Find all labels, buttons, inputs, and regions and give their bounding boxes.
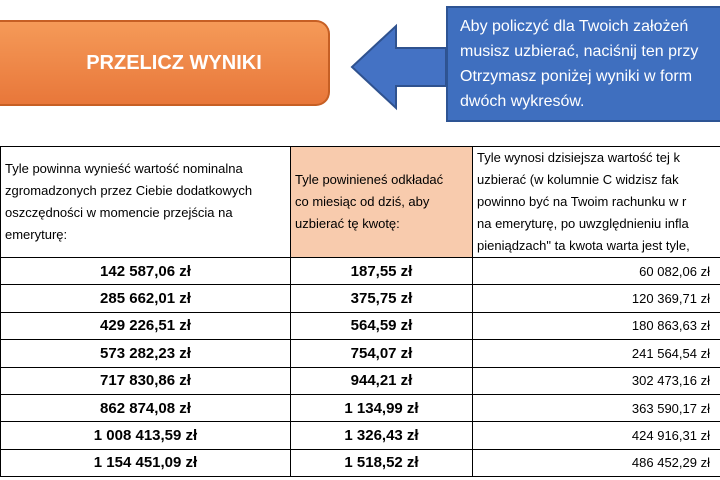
table-row bbox=[1, 340, 720, 367]
info-line: musisz uzbierać, naciśnij ten przy bbox=[460, 43, 699, 60]
recalculate-button[interactable] bbox=[0, 20, 330, 106]
table-row bbox=[1, 422, 720, 449]
monthly-saving-cell: 754,07 zł bbox=[291, 340, 473, 367]
info-line: dwóch wykresów. bbox=[460, 93, 585, 110]
nominal-value-cell: 429 226,51 zł bbox=[1, 312, 291, 339]
nominal-value-cell: 285 662,01 zł bbox=[1, 285, 291, 312]
present-value-cell: 486 452,29 zł bbox=[473, 449, 720, 476]
table-row bbox=[1, 367, 720, 394]
table-header-row bbox=[1, 147, 720, 258]
header-nominal-value: Tyle powinna wynieść wartość nominalna zgromadzonych przez Ciebie dodatkowych oszczędności w momencie przejścia na emeryturę: bbox=[1, 147, 291, 258]
monthly-saving-cell: 1 134,99 zł bbox=[291, 394, 473, 421]
table-row bbox=[1, 312, 720, 339]
info-callout bbox=[446, 6, 720, 122]
monthly-saving-cell: 187,55 zł bbox=[291, 258, 473, 285]
present-value-cell: 241 564,54 zł bbox=[473, 340, 720, 367]
monthly-saving-cell: 375,75 zł bbox=[291, 285, 473, 312]
nominal-value-cell: 142 587,06 zł bbox=[1, 258, 291, 285]
left-arrow-icon bbox=[350, 22, 448, 112]
results-table bbox=[0, 146, 720, 477]
present-value-cell: 302 473,16 zł bbox=[473, 367, 720, 394]
monthly-saving-cell: 1 518,52 zł bbox=[291, 449, 473, 476]
nominal-value-cell: 862 874,08 zł bbox=[1, 394, 291, 421]
table-row bbox=[1, 394, 720, 421]
info-line: Aby policzyć dla Twoich założeń bbox=[460, 18, 689, 35]
monthly-saving-cell: 564,59 zł bbox=[291, 312, 473, 339]
table-row bbox=[1, 449, 720, 476]
nominal-value-cell: 1 154 451,09 zł bbox=[1, 449, 291, 476]
recalculate-button-label: PRZELICZ WYNIKI bbox=[86, 51, 262, 74]
header-present-value: Tyle wynosi dzisiejsza wartość tej k uzbierać (w kolumnie C widzisz fak powinno być na Twoim rachunku w r na emeryturę, po uwzględnieniu infla pieniądzach" ta kwota warta jest tyle, bbox=[473, 147, 720, 258]
present-value-cell: 363 590,17 zł bbox=[473, 394, 720, 421]
present-value-cell: 424 916,31 zł bbox=[473, 422, 720, 449]
table-row bbox=[1, 258, 720, 285]
header-monthly-saving: Tyle powinieneś odkładać co miesiąc od dziś, aby uzbierać tę kwotę: bbox=[291, 147, 473, 258]
monthly-saving-cell: 1 326,43 zł bbox=[291, 422, 473, 449]
present-value-cell: 180 863,63 zł bbox=[473, 312, 720, 339]
nominal-value-cell: 573 282,23 zł bbox=[1, 340, 291, 367]
info-line: Otrzymasz poniżej wyniki w form bbox=[460, 68, 693, 85]
nominal-value-cell: 717 830,86 zł bbox=[1, 367, 291, 394]
present-value-cell: 60 082,06 zł bbox=[473, 258, 720, 285]
monthly-saving-cell: 944,21 zł bbox=[291, 367, 473, 394]
present-value-cell: 120 369,71 zł bbox=[473, 285, 720, 312]
table-row bbox=[1, 285, 720, 312]
nominal-value-cell: 1 008 413,59 zł bbox=[1, 422, 291, 449]
